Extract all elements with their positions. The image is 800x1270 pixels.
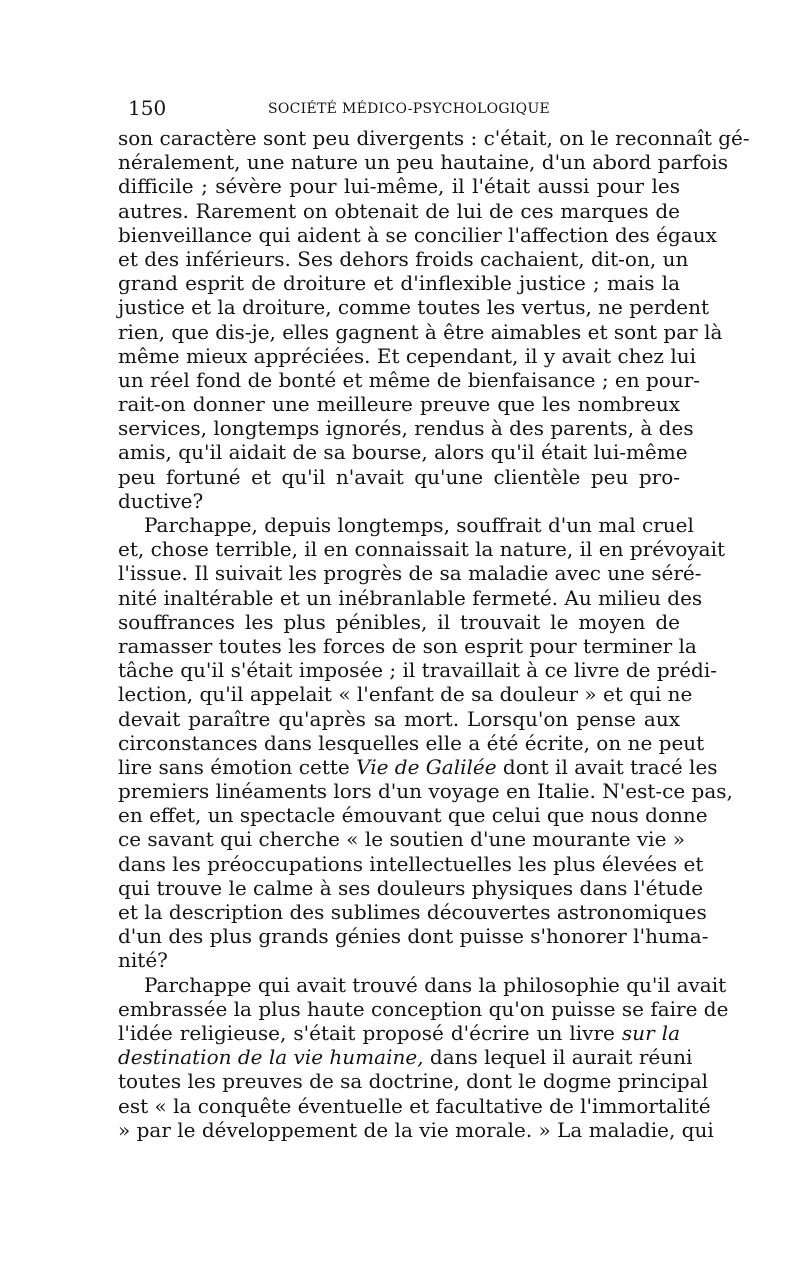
text-line: tâche qu'il s'était imposée ; il travaillait à ce livre de prédi-: [118, 658, 717, 683]
text-line: [118, 754, 718, 779]
page-number: 150: [128, 96, 167, 120]
text-line: l'issue. Il suivait les progrès de sa maladie avec une séré-: [118, 561, 702, 586]
text-fragment: lire sans émotion cette: [118, 754, 350, 779]
text-line: premiers linéaments lors d'un voyage en Italie. N'est-ce pas,: [118, 779, 733, 804]
text-line: devait paraître qu'après sa mort. Lorsqu'on pense aux: [118, 706, 680, 731]
italic-title: sur la: [621, 1020, 680, 1045]
text-line: [118, 1021, 680, 1045]
text-line: peu fortuné et qu'il n'avait qu'une clientèle peu pro-: [118, 464, 680, 489]
text-fragment: dans lequel il aurait réuni: [429, 1045, 693, 1070]
text-line: même mieux appréciées. Et cependant, il y avait chez lui: [118, 343, 696, 368]
body-text: [118, 126, 750, 1142]
text-line: rait-on donner une meilleure preuve que les nombreux: [118, 392, 680, 417]
text-line: ductive?: [118, 488, 204, 513]
text-line: et des inférieurs. Ses dehors froids cachaient, dit-on, un: [118, 246, 689, 271]
text-fragment: l'idée religieuse, s'était proposé d'écrire un livre: [118, 1020, 615, 1045]
running-title: SOCIÉTÉ MÉDICO-PSYCHOLOGIQUE: [268, 101, 551, 117]
text-line: justice et la droiture, comme toutes les vertus, ne perdent: [118, 295, 710, 320]
text-line: d'un des plus grands génies dont puisse s'honorer l'huma-: [118, 924, 709, 949]
text-line: bienveillance qui aident à se concilier l'affection des égaux: [118, 222, 717, 247]
italic-title: destination de la vie humaine,: [118, 1045, 424, 1070]
running-head: [118, 96, 680, 120]
italic-title: Vie de Galilée: [356, 754, 497, 779]
text-line: dans les préoccupations intellectuelles les plus élevées et: [118, 851, 704, 876]
text-line: en effet, un spectacle émouvant que celui que nous donne: [118, 803, 708, 828]
text-line: est « la conquête éventuelle et facultative de l'immortalité: [118, 1093, 711, 1118]
text-line: ramasser toutes les forces de son esprit pour terminer la: [118, 633, 697, 658]
text-line: nité inaltérable et un inébranlable fermeté. Au milieu des: [118, 585, 703, 610]
text-line: et, chose terrible, il en connaissait la nature, il en prévoyait: [118, 537, 726, 562]
text-line: néralement, une nature un peu hautaine, d'un abord parfois: [118, 150, 729, 175]
text-line: amis, qu'il aidait de sa bourse, alors qu'il était lui-même: [118, 440, 688, 465]
text-fragment: dont il avait tracé les: [502, 754, 718, 779]
text-line: nité?: [118, 948, 168, 973]
text-line: un réel fond de bonté et même de bienfaisance ; en pour-: [118, 367, 701, 392]
text-line: autres. Rarement on obtenait de lui de ces marques de: [118, 198, 680, 223]
text-line: [118, 1045, 693, 1070]
text-line: et la description des sublimes découvertes astronomiques: [118, 900, 707, 924]
text-line: rien, que dis-je, elles gagnent à être aimables et sont par là: [118, 319, 723, 344]
text-line: toutes les preuves de sa doctrine, dont le dogme principal: [118, 1069, 709, 1094]
paragraph-start: Parchappe qui avait trouvé dans la philosophie qu'il avait: [144, 972, 727, 997]
text-line: souffrances les plus pénibles, il trouvait le moyen de: [118, 609, 680, 634]
text-line: circonstances dans lesquelles elle a été écrite, on ne peut: [118, 730, 705, 755]
text-line: grand esprit de droiture et d'inflexible justice ; mais la: [118, 271, 680, 296]
text-line: difficile ; sévère pour lui-même, il l'était aussi pour les: [118, 174, 680, 199]
text-line: ce savant qui cherche « le soutien d'une mourante vie »: [118, 827, 686, 852]
text-line: qui trouve le calme à ses douleurs physiques dans l'étude: [118, 875, 704, 900]
text-line: embrassée la plus haute conception qu'on puisse se faire de: [118, 996, 729, 1021]
paragraph-start: Parchappe, depuis longtemps, souffrait d'un mal cruel: [144, 513, 694, 537]
text-line: services, longtemps ignorés, rendus à des parents, à des: [118, 416, 694, 441]
text-line: son caractère sont peu divergents : c'était, on le reconnaît gé-: [118, 126, 750, 150]
text-line: lection, qu'il appelait « l'enfant de sa douleur » et qui ne: [118, 682, 693, 707]
text-line: » par le développement de la vie morale. » La maladie, qui: [118, 1117, 714, 1142]
